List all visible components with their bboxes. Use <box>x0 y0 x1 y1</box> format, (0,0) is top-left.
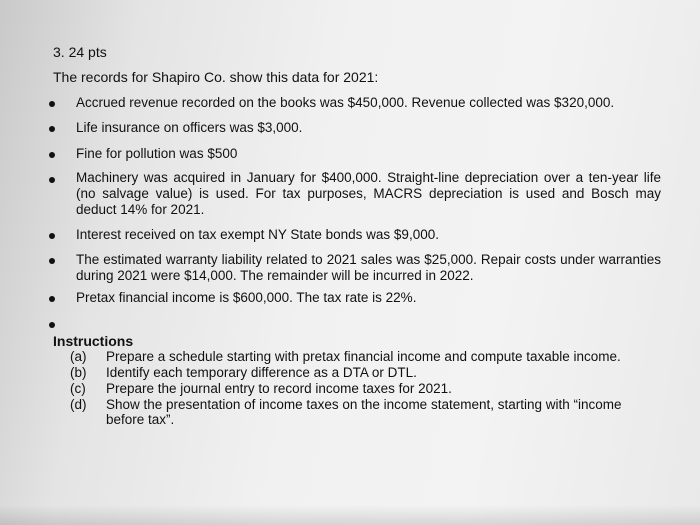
bullet-marker <box>49 177 55 183</box>
data-item: Accrued revenue recorded on the books was $450,000. Revenue collected was $320,000. <box>76 95 615 110</box>
data-item: Machinery was acquired in January for $400,000. Straight-line depreciation over a ten-year life (no salvage value) is used. For tax purposes, MACRS depreciation is used and Bosch may deduct 14% for 2021. <box>76 170 661 217</box>
data-item: Fine for pollution was $500 <box>76 146 238 161</box>
data-item: Pretax financial income is $600,000. The tax rate is 22%. <box>76 290 417 305</box>
bullet-marker <box>49 101 55 107</box>
bullet-marker <box>49 258 55 264</box>
bullet-marker <box>49 126 55 132</box>
instruction-label: (b) <box>70 365 87 380</box>
instructions-title: Instructions <box>53 333 134 349</box>
bullet-marker <box>49 152 55 158</box>
data-item: Interest received on tax exempt NY State bonds was $9,000. <box>76 227 439 242</box>
data-item: Life insurance on officers was $3,000. <box>76 120 303 135</box>
bullet-marker <box>49 296 55 302</box>
instruction-label: (c) <box>70 381 86 396</box>
instruction-text: Identify each temporary difference as a DTA or DTL. <box>106 365 417 380</box>
data-item: The estimated warranty liability related to 2021 sales was $25,000. Repair costs under warranties during 2021 were $14,000. The remainder will be incurred in 2022. <box>76 252 661 283</box>
bullet-marker <box>49 322 55 328</box>
instruction-label: (d) <box>70 397 87 412</box>
instruction-text: Show the presentation of income taxes on the income statement, starting with “income before tax”. <box>106 397 622 427</box>
instruction-text: Prepare a schedule starting with pretax financial income and compute taxable income. <box>106 349 621 364</box>
bullet-marker <box>49 233 55 239</box>
problem-intro: The records for Shapiro Co. show this data for 2021: <box>53 69 379 85</box>
problem-header: 3. 24 pts <box>53 44 107 60</box>
instruction-label: (a) <box>70 349 87 364</box>
instruction-text: Prepare the journal entry to record income taxes for 2021. <box>106 381 452 396</box>
